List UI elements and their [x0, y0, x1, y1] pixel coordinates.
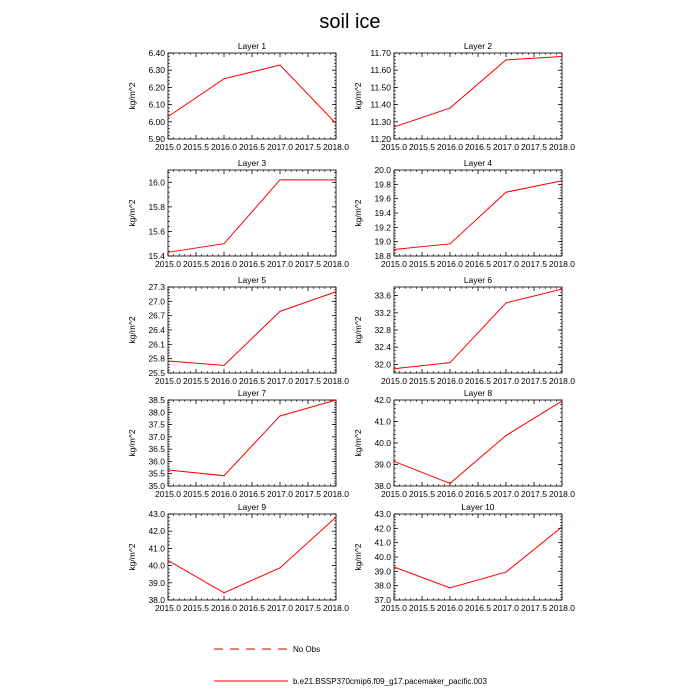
y-axis-label: kg/m^2	[353, 199, 363, 227]
y-tick-label: 36.5	[148, 444, 165, 455]
y-axis-label: kg/m^2	[353, 316, 363, 344]
x-tick-label: 2016.5	[465, 603, 491, 613]
x-tick-label: 2015.5	[183, 142, 209, 152]
panel-title: Layer 7	[237, 388, 267, 398]
data-point	[449, 362, 450, 363]
x-tick-label: 2016.0	[437, 376, 463, 386]
plot-frame	[394, 400, 562, 486]
data-point	[335, 516, 336, 517]
x-tick-label: 2017.5	[521, 259, 547, 269]
panel-title: Layer 4	[463, 158, 493, 168]
y-tick-label: 27.0	[148, 296, 165, 307]
x-tick-label: 2015.0	[381, 603, 407, 613]
x-tick-label: 2016.5	[465, 489, 491, 499]
y-tick-label: 15.6	[148, 226, 165, 237]
y-tick-label: 38.0	[374, 580, 391, 591]
data-point	[167, 560, 168, 561]
x-tick-label: 2016.5	[465, 376, 491, 386]
panel-layer-9	[127, 502, 349, 613]
x-tick-label: 2016.0	[437, 489, 463, 499]
data-point	[167, 116, 168, 117]
y-tick-label: 19.8	[374, 179, 391, 190]
y-tick-label: 39.0	[148, 577, 165, 588]
data-point	[561, 56, 562, 57]
x-tick-label: 2017.0	[267, 603, 293, 613]
data-point	[561, 400, 562, 401]
series-line	[394, 56, 562, 127]
data-point	[335, 399, 336, 400]
y-tick-label: 37.0	[374, 595, 391, 605]
x-tick-label: 2017.0	[267, 142, 293, 152]
data-point	[561, 289, 562, 290]
x-tick-label: 2016.0	[211, 259, 237, 269]
y-tick-label: 35.0	[148, 481, 165, 491]
y-tick-label: 11.30	[370, 116, 391, 127]
panel-layer-3	[127, 158, 349, 269]
plot-frame	[394, 170, 562, 256]
legend	[214, 645, 487, 686]
x-tick-label: 2016.5	[239, 259, 265, 269]
y-tick-label: 32.4	[374, 342, 391, 353]
y-tick-label: 38.0	[148, 407, 165, 418]
data-point	[335, 179, 336, 180]
plot-frame	[168, 53, 336, 139]
y-tick-label: 6.40	[148, 48, 165, 58]
series-line	[168, 65, 336, 123]
y-axis-label: kg/m^2	[127, 429, 137, 457]
y-tick-label: 27.3	[148, 282, 165, 292]
data-point	[449, 243, 450, 244]
x-tick-label: 2016.5	[239, 376, 265, 386]
data-point	[167, 360, 168, 361]
y-tick-label: 20.0	[374, 165, 391, 175]
plot-frame	[168, 514, 336, 600]
y-tick-label: 18.8	[374, 251, 391, 261]
y-tick-label: 37.5	[148, 419, 165, 430]
panel-layer-7	[127, 388, 349, 499]
data-point	[505, 435, 506, 436]
series-line	[168, 292, 336, 366]
panel-title: Layer 3	[237, 158, 267, 168]
y-tick-label: 15.4	[148, 251, 165, 261]
x-tick-label: 2017.0	[493, 489, 519, 499]
panel-layer-10	[353, 502, 575, 613]
x-tick-label: 2015.5	[183, 376, 209, 386]
plot-frame	[394, 53, 562, 139]
x-tick-label: 2015.0	[381, 376, 407, 386]
x-tick-label: 2016.0	[211, 376, 237, 386]
x-tick-label: 2018.0	[549, 142, 575, 152]
x-tick-label: 2017.5	[295, 489, 321, 499]
panel-layer-5	[127, 275, 349, 386]
legend-label-no-obs: No Obs	[293, 645, 321, 654]
data-point	[223, 365, 224, 366]
data-point	[449, 587, 450, 588]
y-tick-label: 39.0	[374, 566, 391, 577]
series-line	[394, 401, 562, 483]
y-tick-label: 26.1	[148, 339, 165, 350]
y-axis-label: kg/m^2	[127, 316, 137, 344]
x-tick-label: 2017.0	[493, 142, 519, 152]
y-tick-label: 40.0	[374, 438, 391, 448]
x-tick-label: 2018.0	[323, 376, 349, 386]
y-tick-label: 6.30	[148, 65, 165, 76]
data-point	[279, 179, 280, 180]
x-tick-label: 2015.0	[155, 142, 181, 152]
x-tick-label: 2016.5	[465, 142, 491, 152]
data-point	[223, 592, 224, 593]
y-tick-label: 6.20	[148, 82, 165, 93]
data-point	[279, 64, 280, 65]
x-tick-label: 2015.0	[381, 259, 407, 269]
data-point	[505, 571, 506, 572]
panel-title: Layer 8	[463, 388, 493, 398]
data-point	[279, 311, 280, 312]
data-point	[335, 123, 336, 124]
y-tick-label: 41.0	[374, 416, 391, 427]
y-tick-label: 33.2	[374, 307, 391, 318]
y-tick-label: 37.0	[148, 431, 165, 442]
y-tick-label: 38.5	[148, 395, 165, 405]
y-tick-label: 26.4	[148, 325, 165, 335]
x-tick-label: 2016.0	[211, 489, 237, 499]
data-point	[393, 461, 394, 462]
series-line	[394, 527, 562, 588]
x-tick-label: 2017.5	[295, 142, 321, 152]
y-tick-label: 11.40	[370, 99, 391, 110]
x-tick-label: 2017.5	[295, 376, 321, 386]
y-tick-label: 16.0	[148, 177, 165, 188]
data-point	[167, 469, 168, 470]
x-tick-label: 2016.0	[211, 603, 237, 613]
y-tick-label: 32.8	[374, 325, 391, 335]
x-tick-label: 2017.0	[493, 376, 519, 386]
y-axis-label: kg/m^2	[127, 199, 137, 227]
series-line	[168, 400, 336, 476]
y-tick-label: 40.0	[374, 552, 391, 562]
x-tick-label: 2015.5	[183, 603, 209, 613]
data-point	[223, 475, 224, 476]
y-tick-label: 41.0	[374, 537, 391, 548]
x-tick-label: 2018.0	[323, 489, 349, 499]
y-tick-label: 11.60	[370, 65, 391, 76]
y-tick-label: 43.0	[148, 509, 165, 519]
x-tick-label: 2017.5	[521, 489, 547, 499]
y-tick-label: 40.0	[148, 560, 165, 571]
x-tick-label: 2016.5	[465, 259, 491, 269]
x-tick-label: 2016.5	[239, 142, 265, 152]
x-tick-label: 2017.0	[493, 603, 519, 613]
y-tick-label: 19.2	[374, 222, 391, 233]
panel-layer-4	[353, 158, 575, 269]
data-point	[167, 252, 168, 253]
x-tick-label: 2015.0	[381, 142, 407, 152]
x-tick-label: 2015.5	[409, 259, 435, 269]
y-axis-label: kg/m^2	[353, 82, 363, 110]
y-axis-label: kg/m^2	[353, 543, 363, 571]
x-tick-label: 2018.0	[549, 376, 575, 386]
x-tick-label: 2016.0	[437, 603, 463, 613]
y-tick-label: 38.0	[374, 481, 391, 491]
x-tick-label: 2016.5	[239, 489, 265, 499]
data-point	[449, 107, 450, 108]
panel-layer-8	[353, 388, 575, 499]
x-tick-label: 2017.0	[267, 376, 293, 386]
x-tick-label: 2017.0	[267, 259, 293, 269]
data-point	[393, 126, 394, 127]
data-point	[393, 368, 394, 369]
x-tick-label: 2015.0	[155, 603, 181, 613]
x-tick-label: 2016.0	[211, 142, 237, 152]
panel-title: Layer 1	[237, 41, 267, 51]
y-tick-label: 33.6	[374, 290, 391, 301]
x-tick-label: 2016.0	[437, 259, 463, 269]
data-point	[449, 483, 450, 484]
y-tick-label: 35.5	[148, 468, 165, 479]
y-tick-label: 38.0	[148, 595, 165, 605]
x-tick-label: 2017.5	[521, 603, 547, 613]
x-tick-label: 2017.0	[493, 259, 519, 269]
x-tick-label: 2015.5	[409, 603, 435, 613]
y-tick-label: 19.6	[374, 193, 391, 204]
data-point	[279, 415, 280, 416]
plot-frame	[394, 287, 562, 373]
y-tick-label: 42.0	[374, 523, 391, 534]
panel-layer-1	[127, 41, 349, 152]
series-line	[394, 289, 562, 369]
x-tick-label: 2015.5	[183, 259, 209, 269]
y-tick-label: 11.50	[370, 82, 391, 93]
x-tick-label: 2018.0	[549, 259, 575, 269]
x-tick-label: 2015.0	[155, 489, 181, 499]
y-tick-label: 19.4	[374, 208, 391, 218]
data-point	[223, 243, 224, 244]
panel-title: Layer 5	[237, 275, 267, 285]
y-tick-label: 6.00	[148, 116, 165, 127]
series-line	[168, 180, 336, 252]
x-tick-label: 2017.5	[521, 376, 547, 386]
data-point	[561, 180, 562, 181]
y-tick-label: 42.0	[374, 395, 391, 405]
y-tick-label: 11.20	[370, 134, 391, 144]
x-tick-label: 2018.0	[549, 603, 575, 613]
x-tick-label: 2018.0	[323, 603, 349, 613]
x-tick-label: 2015.5	[409, 489, 435, 499]
x-tick-label: 2015.0	[155, 376, 181, 386]
plot-frame	[394, 514, 562, 600]
figure-title: soil ice	[319, 11, 381, 33]
panel-title: Layer 2	[463, 41, 493, 51]
x-tick-label: 2015.5	[409, 376, 435, 386]
y-tick-label: 11.70	[370, 48, 391, 58]
data-point	[505, 302, 506, 303]
y-tick-label: 15.8	[148, 201, 165, 212]
y-axis-label: kg/m^2	[127, 82, 137, 110]
y-tick-label: 36.0	[148, 456, 165, 467]
x-tick-label: 2015.0	[155, 259, 181, 269]
plot-frame	[168, 287, 336, 373]
data-point	[505, 192, 506, 193]
data-point	[279, 567, 280, 568]
data-point	[505, 59, 506, 60]
x-tick-label: 2018.0	[549, 489, 575, 499]
series-line	[168, 517, 336, 593]
x-tick-label: 2017.5	[295, 259, 321, 269]
x-tick-label: 2016.0	[437, 142, 463, 152]
y-tick-label: 25.8	[148, 353, 165, 364]
x-tick-label: 2015.5	[183, 489, 209, 499]
legend-label-model: b.e21.BSSP370cmip6.f09_g17.pacemaker_pacific.003	[293, 677, 487, 686]
y-tick-label: 43.0	[374, 509, 391, 519]
y-tick-label: 42.0	[148, 526, 165, 537]
data-point	[335, 291, 336, 292]
x-tick-label: 2017.5	[295, 603, 321, 613]
x-tick-label: 2017.5	[521, 142, 547, 152]
y-tick-label: 41.0	[148, 543, 165, 554]
y-tick-label: 39.0	[374, 459, 391, 470]
plot-frame	[168, 400, 336, 486]
y-axis-label: kg/m^2	[353, 429, 363, 457]
x-tick-label: 2015.5	[409, 142, 435, 152]
series-line	[394, 181, 562, 250]
x-tick-label: 2018.0	[323, 142, 349, 152]
panels	[127, 41, 575, 613]
y-axis-label: kg/m^2	[127, 543, 137, 571]
y-tick-label: 6.10	[148, 99, 165, 110]
panel-title: Layer 9	[237, 502, 267, 512]
x-tick-label: 2017.0	[267, 489, 293, 499]
panel-title: Layer 6	[463, 275, 493, 285]
data-point	[223, 78, 224, 79]
plot-frame	[168, 170, 336, 256]
x-tick-label: 2016.5	[239, 603, 265, 613]
x-tick-label: 2015.0	[381, 489, 407, 499]
data-point	[561, 526, 562, 527]
y-tick-label: 5.90	[148, 134, 165, 144]
y-tick-label: 25.5	[148, 368, 165, 378]
panel-layer-2	[353, 41, 575, 152]
data-point	[393, 249, 394, 250]
data-point	[393, 566, 394, 567]
y-tick-label: 19.0	[374, 236, 391, 247]
x-tick-label: 2018.0	[323, 259, 349, 269]
y-tick-label: 26.7	[148, 310, 165, 321]
panel-layer-6	[353, 275, 575, 386]
y-tick-label: 32.0	[374, 359, 391, 370]
panel-title: Layer 10	[461, 502, 495, 512]
